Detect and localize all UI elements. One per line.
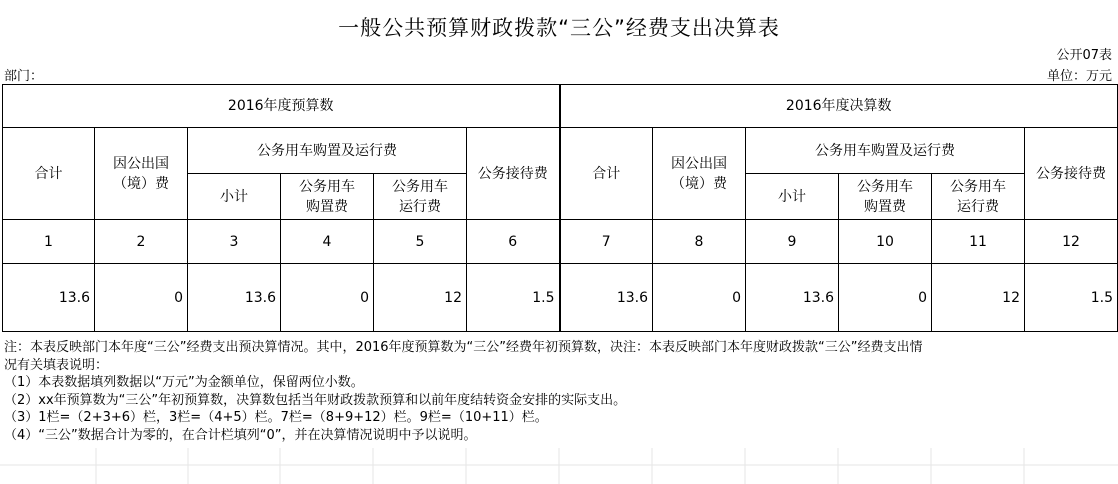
column-number-cell[interactable]: 6 — [467, 220, 560, 264]
department-label: 部门： — [4, 69, 44, 84]
column-number-cell[interactable]: 5 — [374, 220, 467, 264]
note-line: （4）“三公”数据合计为零的，在合计栏填列“0”，并在决算情况说明中予以说明。 — [4, 427, 477, 443]
note-line: （3）1栏=（2+3+6）栏，3栏=（4+5）栏。7栏=（8+9+12）栏。9栏=（10+11）栏。 — [4, 410, 548, 425]
value-cell[interactable]: 13.6 — [560, 264, 653, 332]
column-number-cell[interactable]: 2 — [95, 220, 188, 264]
value-cell[interactable]: 12 — [374, 264, 467, 332]
column-number-cell[interactable]: 9 — [746, 220, 839, 264]
budget-subtotal-header[interactable]: 小计 — [188, 174, 281, 220]
budget-group-header[interactable]: 2016年度预算数 — [3, 85, 560, 128]
column-number-row — [3, 220, 1118, 264]
value-cell[interactable]: 12 — [932, 264, 1025, 332]
final-vehicle-operation-header[interactable]: 公务用车 运行费 — [932, 174, 1025, 220]
note-line: 注：本表反映部门本年度“三公”经费支出预决算情况。其中，2016年度预算数为“三公”经费年初预算数，决注：本表反映部门本年度财政拨款“三公”经费支出情 — [4, 340, 923, 355]
note-line: 况有关填表说明： — [4, 357, 109, 373]
value-cell[interactable]: 0 — [653, 264, 746, 332]
column-number-cell[interactable]: 11 — [932, 220, 1025, 264]
value-cell[interactable]: 13.6 — [746, 264, 839, 332]
final-reception-header[interactable]: 公务接待费 — [1025, 128, 1118, 220]
value-cell[interactable]: 13.6 — [188, 264, 281, 332]
final-group-header[interactable]: 2016年度决算数 — [560, 85, 1118, 128]
value-cell[interactable]: 1.5 — [467, 264, 560, 332]
value-row — [3, 264, 1118, 332]
final-abroad-header[interactable]: 因公出国 （境）费 — [653, 128, 746, 220]
final-vehicle-purchase-header[interactable]: 公务用车 购置费 — [839, 174, 932, 220]
page-title: 一般公共预算财政拨款“三公”经费支出决算表 — [338, 16, 780, 40]
column-number-cell[interactable]: 10 — [839, 220, 932, 264]
budget-vehicle-group-header[interactable]: 公务用车购置及运行费 — [188, 128, 467, 174]
final-total-header[interactable]: 合计 — [560, 128, 653, 220]
note-line: （2）xx年预算数为“三公”年初预算数，决算数包括当年财政拨款预算和以前年度结转资金安排的实际支出。 — [4, 392, 627, 408]
value-cell[interactable]: 13.6 — [3, 264, 95, 332]
final-vehicle-group-header[interactable]: 公务用车购置及运行费 — [746, 128, 1025, 174]
form-number: 公开07表 — [1056, 48, 1112, 63]
column-number-cell[interactable]: 4 — [281, 220, 374, 264]
notes-section — [4, 339, 1112, 444]
budget-abroad-header[interactable]: 因公出国 （境）费 — [95, 128, 188, 220]
value-cell[interactable]: 1.5 — [1025, 264, 1118, 332]
budget-vehicle-purchase-header[interactable]: 公务用车 购置费 — [281, 174, 374, 220]
column-number-cell[interactable]: 8 — [653, 220, 746, 264]
final-subtotal-header[interactable]: 小计 — [746, 174, 839, 220]
column-number-cell[interactable]: 7 — [560, 220, 653, 264]
expense-table — [2, 84, 1118, 332]
budget-vehicle-operation-header[interactable]: 公务用车 运行费 — [374, 174, 467, 220]
unit-label: 单位：万元 — [1046, 69, 1112, 84]
column-number-cell[interactable]: 3 — [188, 220, 281, 264]
budget-reception-header[interactable]: 公务接待费 — [467, 128, 560, 220]
column-number-cell[interactable]: 12 — [1025, 220, 1118, 264]
value-cell[interactable]: 0 — [281, 264, 374, 332]
budget-total-header[interactable]: 合计 — [3, 128, 95, 220]
value-cell[interactable]: 0 — [839, 264, 932, 332]
value-cell[interactable]: 0 — [95, 264, 188, 332]
note-line: （1）本表数据填列数据以“万元”为金额单位，保留两位小数。 — [4, 375, 364, 390]
column-number-cell[interactable]: 1 — [3, 220, 95, 264]
